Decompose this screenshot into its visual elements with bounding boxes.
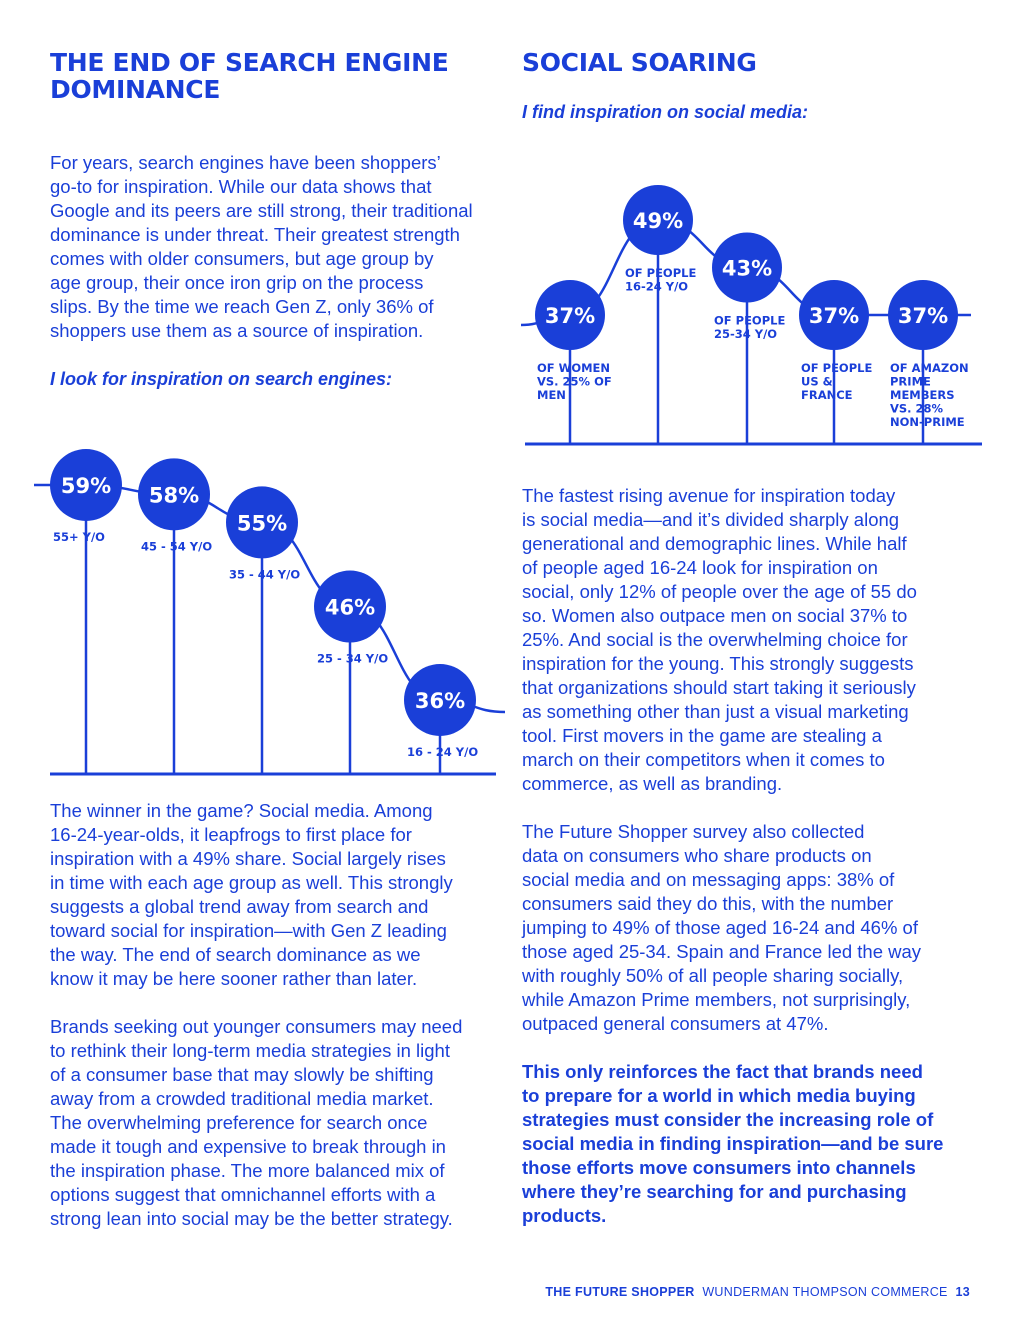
social-value-label: 37%: [808, 304, 860, 328]
social-category-label: OF WOMEN VS. 25% OF MEN: [537, 361, 612, 402]
social-category-label: OF PEOPLE US & FRANCE: [801, 361, 873, 402]
search-category-label: 16 - 24 Y/O: [407, 745, 479, 759]
search-value-label: 58%: [148, 483, 200, 508]
social-value-label: 37%: [544, 304, 596, 328]
search-heading-line2: DOMINANCE: [50, 75, 221, 104]
page-number: 13: [955, 1285, 970, 1299]
footer-publication: THE FUTURE SHOPPER: [545, 1285, 695, 1299]
social-paragraph-1: The fastest rising avenue for inspiration today is social media—and it’s divided sharply along generational and demographic lines. While half of people aged 16-24 look for inspiration on social, only 12% of people over the age of 55 do so. Women also outpace men on social 37% to 25%. And social is the overwhelming choice for inspiration for the young. This strongly suggests that organizations should start taking it seriously as something other than just a visual marketing tool. First movers in the game are stealing a march on their competitors when it comes to commerce, as well as branding.: [522, 485, 917, 794]
social-paragraph-2: The Future Shopper survey also collected data on consumers who share products on social media and on messaging apps: 38% of consumers said they do this, with the number jumping to 49% of those aged 16-24 and 46% of those aged 25-34. Spain and France led the way with roughly 50% of all people sharing socially, while Amazon Prime members, not surprisingly, outpaced general consumers at 47%.: [522, 821, 922, 1034]
search-category-label: 25 - 34 Y/O: [317, 651, 389, 666]
search-category-label: 45 - 54 Y/O: [141, 539, 213, 554]
search-category-label: 55+ Y/O: [53, 530, 105, 544]
social-category-label: OF PEOPLE 16-24 Y/O: [625, 266, 697, 294]
search-paragraph-3: Brands seeking out younger consumers may need to rethink their long-term media strategies in light of a consumer base that may slowly be shifting away from a crowded traditional media market. The overwhelming preference for search once made it tough and expensive to break through in the inspiration phase. The more balanced mix of options suggest that omnichannel efforts with a strong lean into social may be the better strategy.: [50, 1016, 463, 1229]
social-chart-subtitle: I find inspiration on social media:: [522, 102, 809, 122]
search-category-label: 35 - 44 Y/O: [229, 567, 301, 582]
social-value-label: 43%: [721, 256, 773, 281]
social-category-label: OF AMAZON PRIME MEMBERS VS. 28% NON-PRIME: [890, 361, 969, 429]
search-value-label: 59%: [60, 474, 112, 498]
search-paragraph-2: The winner in the game? Social media. Among 16-24-year-olds, it leapfrogs to first place for inspiration with a 49% share. Social largely rises in time with each age group as well. This strongly suggests a global trend away from search and toward social for inspiration—with Gen Z leading the way. The end of search dominance as we know it may be here sooner rather than later.: [50, 800, 453, 989]
search-heading: [50, 49, 449, 103]
social-value-label: 37%: [897, 304, 949, 328]
search-value-label: 36%: [414, 689, 466, 713]
social-heading: SOCIAL SOARING: [522, 48, 757, 77]
footer-company: WUNDERMAN THOMPSON COMMERCE: [702, 1285, 948, 1299]
search-value-label: 55%: [236, 511, 288, 536]
search-chart-subtitle: I look for inspiration on search engines:: [50, 369, 393, 389]
social-category-label: OF PEOPLE 25-34 Y/O: [714, 313, 786, 341]
page-footer: [541, 1285, 970, 1299]
search-heading-line1: THE END OF SEARCH ENGINE: [50, 48, 449, 77]
social-value-label: 49%: [632, 209, 684, 233]
search-value-label: 46%: [324, 595, 376, 620]
social-media-chart: [515, 175, 990, 455]
search-intro-paragraph: For years, search engines have been shoppers’ go-to for inspiration. While our data shows that Google and its peers are still strong, their traditional dominance is under threat. Their greatest strength comes with older consumers, but age group by age group, their once iron grip on the process slips. By the time we reach Gen Z, only 36% of shoppers use them as a source of inspiration.: [50, 152, 473, 341]
social-conclusion-paragraph: This only reinforces the fact that brands need to prepare for a world in which media buying strategies must consider the increasing role of social media in finding inspiration—and be sure those efforts move consumers into channels where they’re searching for and purchasing products.: [522, 1061, 944, 1226]
search-engine-chart: [30, 440, 510, 785]
